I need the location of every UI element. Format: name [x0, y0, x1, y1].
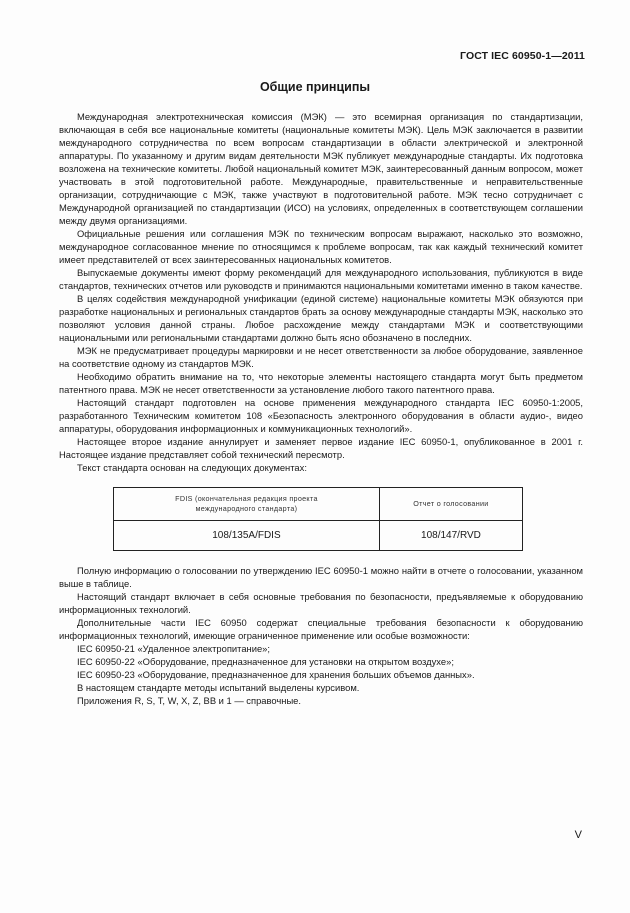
page-title: Общие принципы [259, 80, 371, 94]
fdis-header-line2: международного стандарта) [195, 504, 298, 513]
voting-table [113, 487, 523, 551]
voting-table-wrapper [59, 487, 583, 551]
paragraph: МЭК не предусматривает процедуры маркировки и не несет ответственности за любое оборудование, заявленное на соответствие одному из стандартов МЭК. [59, 345, 583, 369]
paragraph: Настоящее второе издание аннулирует и заменяет первое издание IEC 60950-1, опубликованное в 2001 г. Настоящее издание представляет собой технический пересмотр. [59, 436, 583, 460]
page-number: V [574, 829, 582, 841]
paragraph: Настоящий стандарт подготовлен на основе применения международного стандарта IEC 60950-1:2005, разработанного Техническим комитетом 108 «Безопасность электронного оборудования в области аудио-, видео аппаратуры, оборудования информационных и коммуникационных технологий». [59, 397, 583, 434]
paragraph: Дополнительные части IEC 60950 содержат специальные требования безопасности к оборудованию информационных технологий, имеющие ограниченное применение или особые возможности: [59, 617, 583, 641]
paragraph: Необходимо обратить внимание на то, что некоторые элементы настоящего стандарта могут быть предметом патентного права. МЭК не несет ответственности за установление любого такого патентного права. [59, 371, 583, 395]
paragraph: Полную информацию о голосовании по утверждению IEC 60950-1 можно найти в отчете о голосовании, указанном выше в таблице. [59, 565, 583, 589]
paragraph: Настоящий стандарт включает в себя основные требования по безопасности, предъявляемые к оборудованию информационных технологий. [59, 591, 583, 615]
fdis-value-cell: 108/135A/FDIS [114, 521, 380, 551]
vote-value-cell: 108/147/RVD [379, 521, 522, 551]
fdis-header-cell [114, 488, 380, 521]
paragraph: Текст стандарта основан на следующих документах: [77, 462, 307, 473]
parts-list [59, 642, 583, 707]
document-body [59, 110, 583, 707]
vote-header-cell: Отчет о голосовании [379, 488, 522, 521]
table-header-row [114, 488, 523, 521]
paragraph: В целях содействия международной унификации (единой системе) национальные комитеты МЭК обязуются при разработке национальных и региональных стандартов брать за основу международные стандарты МЭК, насколько это позволяют условия данной страны. Любое расхождение между стандартами МЭК и соответствующими национальными или региональными стандартами должно быть ясно обозначено в последних. [59, 293, 583, 343]
list-item: В настоящем стандарте методы испытаний выделены курсивом. [77, 682, 360, 693]
paragraph: Официальные решения или соглашения МЭК по техническим вопросам выражают, насколько это возможно, международное согласованное мнение по относящимся к проблеме вопросам, так как каждый технический комитет имеет представителей от всех заинтересованных национальных комитетов. [59, 228, 583, 265]
paragraph: Выпускаемые документы имеют форму рекомендаций для международного использования, публикуются в виде стандартов, технических отчетов или руководств и принимаются национальными комитетами именно в таком качестве. [59, 267, 583, 291]
list-item: Приложения R, S, T, W, X, Z, BB и 1 — справочные. [77, 695, 302, 706]
table-row [114, 521, 523, 551]
document-id: ГОСТ IEC 60950-1—2011 [460, 50, 585, 62]
fdis-header-line1: FDIS (окончательная редакция проекта [175, 494, 318, 503]
paragraph: Международная электротехническая комиссия (МЭК) — это всемирная организация по стандартизации, включающая в себя все национальные комитеты (национальные комитеты МЭК). Цель МЭК заключается в развитии международного сотрудничества по всем вопросам стандартизации в области электрической и электронной аппаратуры. По указанному и другим видам деятельности МЭК публикует международные стандарты. Их подготовка возложена на технические комитеты. Любой национальный комитет МЭК, заинтересованный данным вопросом, может участвовать в этой подготовительной работе. Международные, правительственные и неправительственные организации, сотрудничающие с МЭК, также участвуют в подготовительной работе. МЭК тесно сотрудничает с Международной организацией по стандартизации (ИСО) на условиях, определенных в соответствующем соглашении между двумя организациями. [59, 111, 583, 226]
list-item: IEC 60950-22 «Оборудование, предназначенное для установки на открытом воздухе»; [77, 656, 454, 667]
list-item: IEC 60950-21 «Удаленное электропитание»; [77, 643, 271, 654]
list-item: IEC 60950-23 «Оборудование, предназначенное для хранения больших объемов данных». [77, 669, 475, 680]
